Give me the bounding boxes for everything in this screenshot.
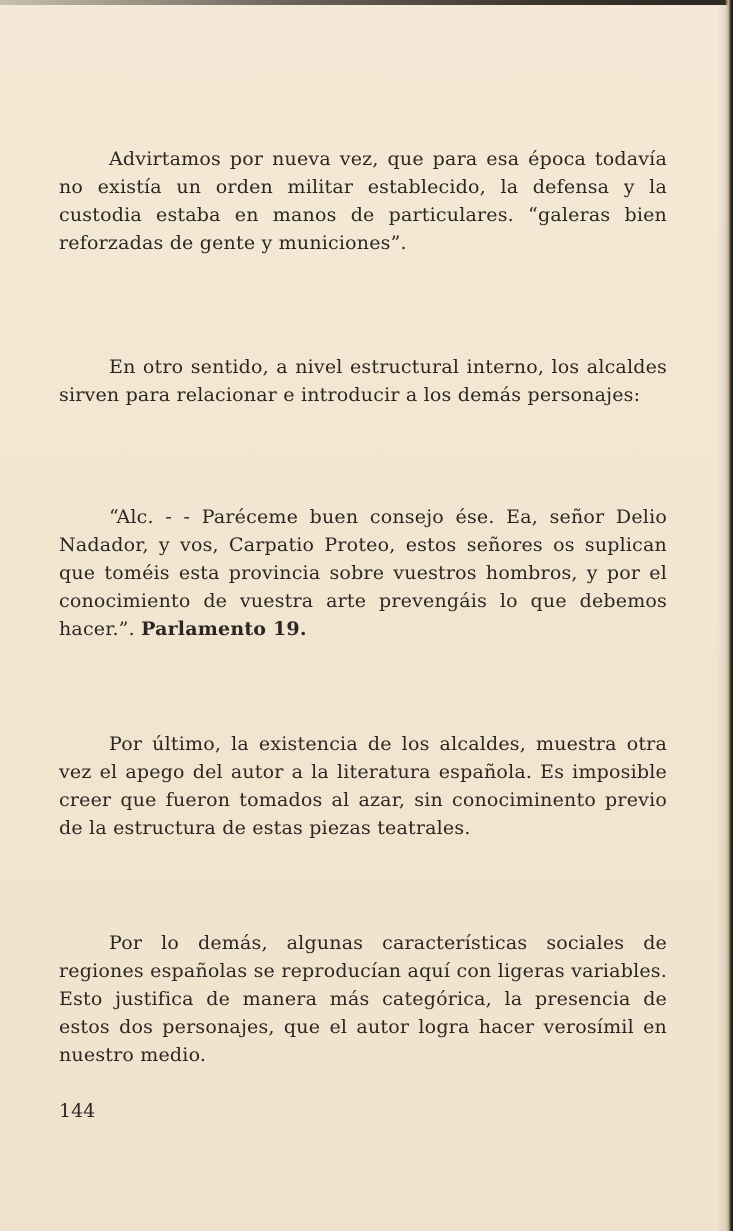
paragraph-spanish-literature <box>59 730 667 842</box>
paragraph-social-characteristics <box>59 929 667 1069</box>
quotation-text: “Alc. - - Paréceme buen consejo ése. Ea, señor Delio Nadador, y vos, Carpatio Proteo, estos señores os suplican que toméis esta provincia sobre vuestros hombros, y por el conocimiento de vuestra arte prevengáis lo que debemos hacer.”. <box>59 506 667 640</box>
paragraph-text: En otro sentido, a nivel estructural interno, los alcaldes sirven para relacionar e introducir a los demás personajes: <box>59 356 667 406</box>
paragraph-structural-role <box>59 353 667 409</box>
paragraph-text: Por lo demás, algunas características sociales de regiones españolas se reproducían aquí con ligeras variables. Esto justifica de manera más categórica, la presencia de estos dos personajes, que el autor logra hacer verosímil en nuestro medio. <box>59 932 667 1066</box>
paragraph-text: Advirtamos por nueva vez, que para esa época todavía no existía un orden militar establecido, la defensa y la custodia estaba en manos de particulares. “galeras bien reforzadas de gente y municiones”. <box>59 148 667 254</box>
paragraph-quotation <box>59 503 667 643</box>
page-top-edge-shadow <box>0 0 733 5</box>
paragraph-military-order <box>59 145 667 257</box>
page-number: 144 <box>59 1100 96 1122</box>
page-right-edge-shadow <box>717 0 733 1231</box>
quotation-reference: Parlamento 19. <box>141 618 307 640</box>
paragraph-text: Por último, la existencia de los alcaldes, muestra otra vez el apego del autor a la literatura española. Es imposible creer que fueron tomados al azar, sin conociminento previo de la estructura de estas piezas teatrales. <box>59 733 667 839</box>
